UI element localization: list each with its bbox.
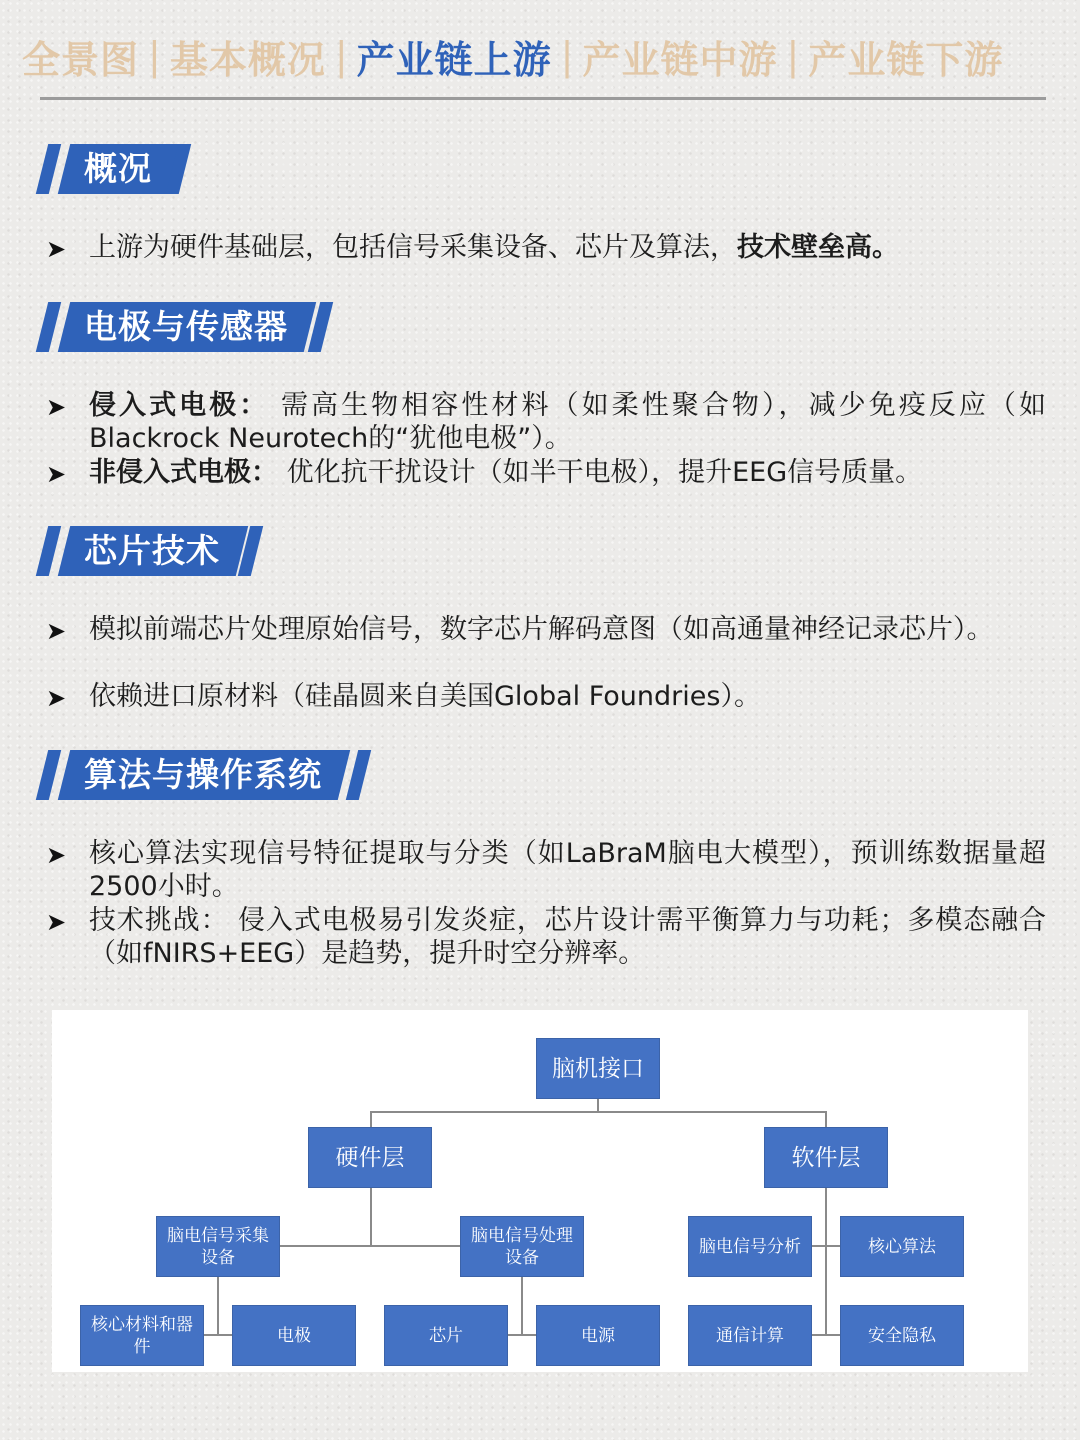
arrowhead-bullet-icon: ➤ xyxy=(46,393,67,421)
bullet-text xyxy=(89,389,1046,455)
connector-line xyxy=(811,1334,841,1336)
bullet-body: 优化抗干扰设计（如半干电极），提升EEG信号质量。 xyxy=(278,457,923,488)
section-title: 电极与传感器 xyxy=(84,307,288,346)
bullet-text: 模拟前端芯片处理原始信号，数字芯片解码意图（如高通量神经记录芯片）。 xyxy=(89,614,994,645)
top-nav xyxy=(22,28,1062,84)
section-title-box xyxy=(58,750,350,800)
nav-separator: | xyxy=(560,34,574,78)
nav-tab-downstream[interactable]: 产业链下游 xyxy=(808,37,1004,82)
slash-decoration xyxy=(36,144,61,194)
section-title-box xyxy=(58,144,180,194)
node-core-materials: 核心材料和器件 xyxy=(80,1305,204,1366)
node-bci: 脑机接口 xyxy=(536,1038,660,1099)
slash-decoration xyxy=(36,750,61,800)
bullet-item xyxy=(46,456,1046,489)
bci-structure-diagram xyxy=(52,1010,1028,1372)
connector-line xyxy=(370,1188,372,1246)
nav-separator: | xyxy=(786,34,800,78)
node-hardware-layer: 硬件层 xyxy=(308,1127,432,1188)
bullet-item xyxy=(46,231,1046,264)
arrowhead-bullet-icon: ➤ xyxy=(46,908,67,936)
arrowhead-bullet-icon: ➤ xyxy=(46,460,67,488)
nav-tab-upstream[interactable]: 产业链上游 xyxy=(356,37,552,82)
nav-tab-midstream[interactable]: 产业链中游 xyxy=(582,37,778,82)
node-communication-computing: 通信计算 xyxy=(688,1305,812,1366)
connector-line xyxy=(204,1334,234,1336)
node-eeg-collection-device: 脑电信号采集设备 xyxy=(156,1216,280,1277)
arrowhead-bullet-icon: ➤ xyxy=(46,841,67,869)
bullet-item xyxy=(46,389,1046,455)
slash-decoration xyxy=(36,526,61,576)
bullet-emphasis: 非侵入式电极： xyxy=(89,457,278,488)
section-title: 芯片技术 xyxy=(84,531,220,570)
slash-decoration xyxy=(346,750,371,800)
bullet-item xyxy=(46,904,1046,970)
bullet-text xyxy=(89,456,1046,489)
bullet-item xyxy=(46,680,1046,713)
node-core-algorithm: 核心算法 xyxy=(840,1216,964,1277)
bullet-emphasis: 侵入式电极： xyxy=(89,390,270,421)
section-title-box xyxy=(58,302,316,352)
connector-line xyxy=(597,1098,599,1112)
node-electrode: 电极 xyxy=(232,1305,356,1366)
node-power: 电源 xyxy=(536,1305,660,1366)
bullet-item xyxy=(46,837,1046,903)
connector-line xyxy=(370,1111,826,1113)
connector-line xyxy=(370,1111,372,1127)
bullet-body: 上游为硬件基础层，包括信号采集设备、芯片及算法， xyxy=(89,232,737,263)
bullet-text: 技术挑战： 侵入式电极易引发炎症，芯片设计需平衡算力与功耗；多模态融合（如fNIRS+EEG）是趋势，提升时空分辨率。 xyxy=(89,905,1046,969)
bullet-text: 核心算法实现信号特征提取与分类（如LaBraM脑电大模型），预训练数据量超2500小时。 xyxy=(89,838,1046,902)
nav-tab-overview-map[interactable]: 全景图 xyxy=(22,37,140,82)
bullet-emphasis: 技术壁垒高。 xyxy=(737,232,899,263)
section-title: 算法与操作系统 xyxy=(84,755,322,794)
arrowhead-bullet-icon: ➤ xyxy=(46,684,67,712)
slash-decoration xyxy=(36,302,61,352)
node-eeg-analysis: 脑电信号分析 xyxy=(688,1216,812,1277)
section-title-box xyxy=(58,526,248,576)
bullet-text xyxy=(89,231,1046,264)
nav-separator: | xyxy=(148,34,161,78)
node-software-layer: 软件层 xyxy=(764,1127,888,1188)
connector-line xyxy=(825,1111,827,1127)
node-chip: 芯片 xyxy=(384,1305,508,1366)
section-title: 概况 xyxy=(84,149,152,188)
bullet-body: 需高生物相容性材料（如柔性聚合物），减少免疫反应（如Blackrock Neurotech的“犹他电极”）。 xyxy=(89,390,1046,454)
bullet-item xyxy=(46,613,1046,646)
bullet-text: 依赖进口原材料（硅晶圆来自美国Global Foundries）。 xyxy=(89,681,761,712)
nav-separator: | xyxy=(334,34,348,78)
connector-line xyxy=(217,1277,219,1335)
connector-line xyxy=(508,1334,538,1336)
connector-line xyxy=(825,1188,827,1335)
connector-line xyxy=(521,1277,523,1335)
arrowhead-bullet-icon: ➤ xyxy=(46,617,67,645)
header-divider xyxy=(40,97,1046,100)
connector-line xyxy=(811,1245,841,1247)
node-eeg-processing-device: 脑电信号处理设备 xyxy=(460,1216,584,1277)
connector-line xyxy=(278,1245,460,1247)
arrowhead-bullet-icon: ➤ xyxy=(46,235,67,263)
nav-tab-basics[interactable]: 基本概况 xyxy=(169,37,326,82)
node-security-privacy: 安全隐私 xyxy=(840,1305,964,1366)
